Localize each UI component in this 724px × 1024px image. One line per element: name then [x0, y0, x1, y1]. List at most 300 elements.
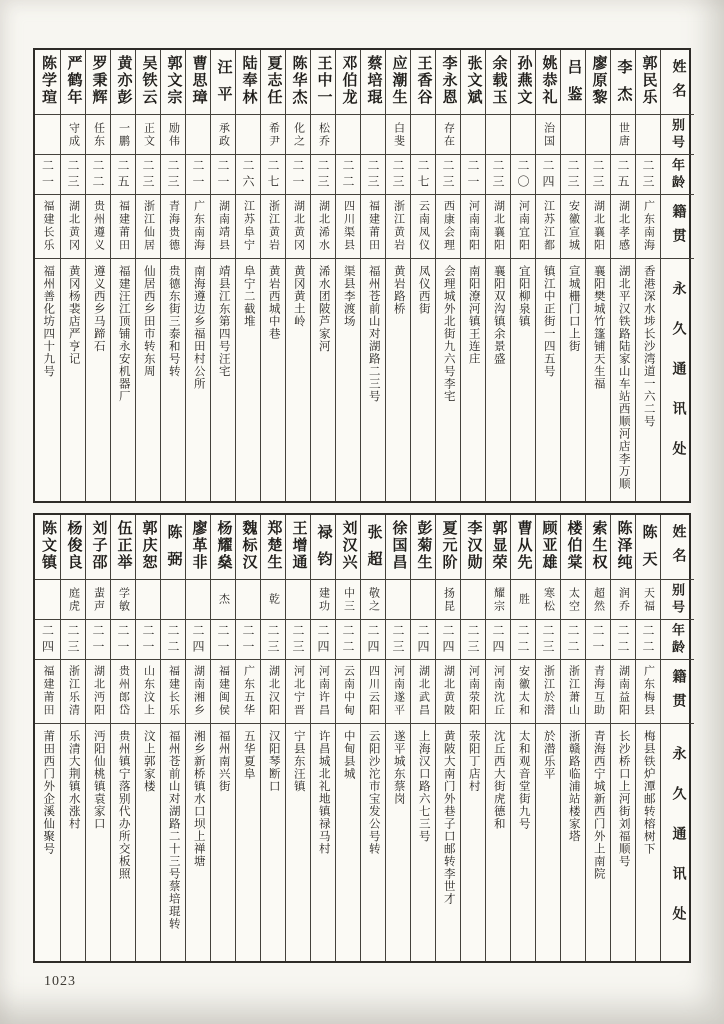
- name-cell-text: 李汉勋: [465, 520, 482, 571]
- address-cell: [511, 723, 535, 961]
- name-cell: [386, 50, 410, 114]
- origin-cell-text: 浙江乐清: [67, 665, 80, 717]
- address-cell: [186, 258, 210, 501]
- origin-cell-text: 湖北襄阳: [592, 200, 605, 252]
- age-cell: [236, 619, 260, 659]
- origin-cell-text: 福建莆田: [117, 200, 130, 252]
- origin-cell-text: 青海贵德: [167, 200, 180, 252]
- origin-cell: [211, 194, 235, 258]
- name-cell: [211, 515, 235, 579]
- origin-cell-text: 福建长乐: [42, 200, 54, 252]
- alias-cell: [461, 579, 485, 619]
- age-cell: [186, 619, 210, 659]
- alias-cell: [336, 114, 360, 154]
- address-cell-text: 青海西宁城新西门外上南院: [592, 730, 605, 880]
- entry-column: [585, 50, 610, 501]
- origin-cell: [261, 194, 285, 258]
- origin-cell: [186, 659, 210, 723]
- entry-column: [635, 515, 660, 961]
- origin-cell-text: 四川渠县: [342, 200, 355, 252]
- origin-cell: [236, 659, 260, 723]
- entry-column: [260, 515, 285, 961]
- alias-cell: [411, 114, 435, 154]
- origin-cell: [436, 194, 460, 258]
- name-cell-text: 陈文镇: [40, 520, 56, 571]
- origin-cell: [86, 659, 110, 723]
- age-cell: [336, 154, 360, 194]
- alias-cell: [436, 114, 460, 154]
- address-cell: [411, 723, 435, 961]
- name-cell-text: 严鹤年: [65, 55, 82, 106]
- alias-cell-text: 白斐: [392, 121, 405, 148]
- alias-cell: [35, 114, 60, 154]
- address-cell-text: 黄岩西城中巷: [267, 265, 280, 340]
- age-cell: [61, 619, 85, 659]
- address-cell-text: 汶上郭家楼: [142, 730, 155, 793]
- alias-cell: [311, 114, 335, 154]
- age-cell: [186, 154, 210, 194]
- name-cell-text: 蔡培琨: [365, 55, 382, 106]
- entry-column: [160, 515, 185, 961]
- age-cell-text: 二三: [291, 623, 305, 656]
- alias-cell: [111, 579, 135, 619]
- address-cell-text: 遂平城东蔡岗: [392, 730, 405, 805]
- address-cell: [211, 258, 235, 501]
- entry-column: [110, 50, 135, 501]
- age-cell-text: 二五: [616, 158, 630, 191]
- origin-cell-text: 青海互助: [592, 665, 605, 717]
- entry-column: [360, 515, 385, 961]
- address-cell-text: 长沙桥口上河街刘福顺号: [617, 730, 630, 868]
- origin-cell: [161, 659, 185, 723]
- age-cell-text: 二七: [416, 158, 430, 191]
- age-cell: [436, 619, 460, 659]
- origin-cell: [536, 194, 560, 258]
- header-name: [661, 50, 694, 114]
- name-cell: [486, 50, 510, 114]
- age-cell: [486, 154, 510, 194]
- age-cell-text: 二三: [491, 158, 505, 191]
- origin-cell: [261, 659, 285, 723]
- roster-table-bottom: [33, 513, 691, 963]
- entry-column: [535, 515, 560, 961]
- address-cell-text: 仙居西乡田市转东周: [142, 265, 155, 378]
- name-cell-text: 陈泽纯: [615, 520, 632, 571]
- alias-cell: [586, 114, 610, 154]
- origin-cell: [511, 194, 535, 258]
- age-cell: [111, 154, 135, 194]
- origin-cell-text: 广东南海: [192, 200, 205, 252]
- age-cell: [536, 154, 560, 194]
- name-cell-text: 陈华杰: [290, 55, 307, 106]
- origin-cell-text: 湖南湘乡: [192, 665, 205, 717]
- header-column: [660, 515, 694, 961]
- origin-cell: [636, 659, 660, 723]
- origin-cell: [386, 659, 410, 723]
- entry-column: [185, 50, 210, 501]
- origin-cell: [486, 659, 510, 723]
- origin-cell-text: 浙江仙居: [142, 200, 155, 252]
- name-cell-text: 禄钧: [315, 524, 332, 578]
- age-cell: [386, 619, 410, 659]
- name-cell-text: 郭民乐: [640, 55, 657, 106]
- address-cell: [286, 258, 310, 501]
- name-cell: [61, 50, 85, 114]
- entry-column: [385, 50, 410, 501]
- age-cell-text: 二一: [191, 158, 205, 191]
- entry-column: [510, 50, 535, 501]
- alias-cell: [586, 579, 610, 619]
- name-cell: [211, 50, 235, 114]
- origin-cell-text: 湖南益阳: [617, 665, 630, 717]
- age-cell-text: 二四: [366, 623, 380, 656]
- age-cell-text: 二四: [441, 623, 455, 656]
- header-column: [660, 50, 694, 501]
- alias-cell-text: 治国: [542, 121, 555, 148]
- origin-cell-text: 福建闽侯: [217, 665, 230, 717]
- address-cell: [35, 723, 60, 961]
- address-cell-text: 宣城栅门口上街: [567, 265, 580, 353]
- age-cell-text: 二三: [316, 158, 330, 191]
- page-number: 1023: [44, 974, 76, 989]
- header-age-text: 年龄: [670, 622, 685, 657]
- entry-column: [35, 515, 60, 961]
- name-cell: [136, 50, 160, 114]
- name-cell: [161, 50, 185, 114]
- age-cell-text: 二三: [141, 158, 155, 191]
- age-cell: [161, 619, 185, 659]
- origin-cell: [161, 194, 185, 258]
- origin-cell-text: 湖北襄阳: [492, 200, 505, 252]
- age-cell-text: 二四: [316, 623, 330, 656]
- address-cell: [486, 258, 510, 501]
- age-cell-text: 二一: [141, 623, 155, 656]
- entry-column: [585, 515, 610, 961]
- entry-column: [460, 50, 485, 501]
- origin-cell: [286, 659, 310, 723]
- age-cell: [61, 154, 85, 194]
- age-cell: [386, 154, 410, 194]
- age-cell: [336, 619, 360, 659]
- name-cell: [511, 515, 535, 579]
- header-address-text: 永久通讯处: [670, 746, 686, 946]
- address-cell: [361, 723, 385, 961]
- address-cell-text: 湘乡新桥镇水口坝上禅塘: [192, 730, 205, 868]
- entry-column: [310, 515, 335, 961]
- name-cell: [636, 50, 660, 114]
- name-cell: [586, 515, 610, 579]
- alias-cell-text: 承政: [217, 121, 230, 148]
- alias-cell: [561, 114, 585, 154]
- address-cell: [211, 723, 235, 961]
- origin-cell-text: 湖北汉阳: [267, 665, 280, 717]
- name-cell: [611, 515, 635, 579]
- origin-cell: [586, 194, 610, 258]
- age-cell: [636, 154, 660, 194]
- name-cell: [486, 515, 510, 579]
- address-cell-text: 中甸县城: [342, 730, 355, 780]
- address-cell-text: 襄阳双沟镇余景盛: [492, 265, 505, 365]
- entry-column: [610, 50, 635, 501]
- origin-cell: [611, 659, 635, 723]
- origin-cell: [561, 194, 585, 258]
- name-cell-text: 楼伯棠: [565, 520, 582, 571]
- name-cell-text: 郭庆恕: [140, 520, 157, 571]
- age-cell: [261, 154, 285, 194]
- origin-cell: [411, 659, 435, 723]
- origin-cell-text: 浙江萧山: [567, 665, 580, 717]
- origin-cell-text: 江苏江都: [542, 200, 555, 252]
- name-cell-text: 李杰: [615, 59, 632, 113]
- address-cell: [86, 723, 110, 961]
- address-cell: [361, 258, 385, 501]
- name-cell: [411, 50, 435, 114]
- origin-cell: [561, 659, 585, 723]
- alias-cell: [211, 579, 235, 619]
- address-cell-text: 湖北平汉铁路陆家山车站西顺河店李万顺: [617, 265, 630, 490]
- origin-cell-text: 河南许昌: [317, 665, 330, 717]
- name-cell-text: 杨耀燊: [215, 520, 232, 571]
- address-cell-text: 於潜乐平: [542, 730, 555, 780]
- name-cell-text: 刘子邵: [90, 520, 107, 571]
- entry-column: [485, 515, 510, 961]
- address-cell-text: 沈丘西大街虎德和: [492, 730, 505, 830]
- origin-cell: [461, 194, 485, 258]
- origin-cell-text: 湖北黄陂: [442, 665, 455, 717]
- alias-cell-text: 希尹: [267, 121, 280, 148]
- origin-cell-text: 湖北黄冈: [292, 200, 305, 252]
- address-cell-text: 浙赣路临浦站楼家塔: [567, 730, 580, 843]
- entry-column: [310, 50, 335, 501]
- entry-column: [610, 515, 635, 961]
- age-cell-text: 二一: [40, 158, 55, 191]
- age-cell-text: 二三: [166, 158, 180, 191]
- entry-column: [485, 50, 510, 501]
- roster-table-top: [33, 48, 691, 503]
- origin-cell-text: 西康会理: [442, 200, 455, 252]
- address-cell-text: 乐清大荆镇水涨村: [67, 730, 80, 830]
- entry-column: [635, 50, 660, 501]
- age-cell-text: 二一: [591, 623, 605, 656]
- address-cell: [461, 723, 485, 961]
- alias-cell-text: 世唐: [617, 121, 630, 148]
- entry-column: [85, 515, 110, 961]
- alias-cell: [161, 114, 185, 154]
- name-cell: [86, 515, 110, 579]
- age-cell-text: 二三: [466, 623, 480, 656]
- address-cell: [236, 723, 260, 961]
- address-cell-text: 阜宁二截堆: [242, 265, 255, 328]
- origin-cell: [111, 659, 135, 723]
- origin-cell: [361, 194, 385, 258]
- alias-cell: [236, 114, 260, 154]
- age-cell-text: 二一: [291, 158, 305, 191]
- address-cell: [186, 723, 210, 961]
- age-cell-text: 二二: [641, 623, 655, 656]
- name-cell: [161, 515, 185, 579]
- address-cell: [311, 723, 335, 961]
- origin-cell: [35, 194, 60, 258]
- age-cell-text: 二五: [116, 158, 130, 191]
- entry-column: [510, 515, 535, 961]
- header-age-text: 年龄: [670, 157, 685, 192]
- age-cell: [86, 619, 110, 659]
- name-cell-text: 黄亦彭: [115, 55, 132, 106]
- origin-cell: [636, 194, 660, 258]
- header-age: [661, 154, 694, 194]
- origin-cell: [586, 659, 610, 723]
- alias-cell: [86, 579, 110, 619]
- alias-cell-text: 守成: [67, 121, 80, 148]
- alias-cell-text: 励伟: [167, 121, 180, 148]
- name-cell-text: 张超: [365, 524, 382, 578]
- age-cell-text: 二一: [91, 623, 105, 656]
- age-cell-text: 二四: [191, 623, 205, 656]
- name-cell-text: 陈学瑄: [40, 55, 56, 106]
- age-cell-text: 二一: [216, 158, 230, 191]
- address-cell: [261, 723, 285, 961]
- alias-cell: [186, 114, 210, 154]
- age-cell-text: 二四: [40, 623, 55, 656]
- age-cell: [161, 154, 185, 194]
- alias-cell: [611, 579, 635, 619]
- origin-cell: [336, 194, 360, 258]
- address-cell-text: 凤仪西街: [417, 265, 430, 315]
- age-cell-text: 二六: [241, 158, 255, 191]
- address-cell: [311, 258, 335, 501]
- address-cell: [386, 723, 410, 961]
- age-cell: [361, 619, 385, 659]
- age-cell: [461, 619, 485, 659]
- age-cell: [486, 619, 510, 659]
- name-cell-text: 王香谷: [415, 55, 432, 106]
- name-cell-text: 应潮生: [390, 55, 407, 106]
- address-cell: [336, 723, 360, 961]
- alias-cell: [286, 114, 310, 154]
- name-cell-text: 李永恩: [440, 55, 457, 106]
- origin-cell-text: 河南沈丘: [492, 665, 505, 717]
- age-cell: [461, 154, 485, 194]
- name-cell: [561, 515, 585, 579]
- alias-cell: [386, 579, 410, 619]
- age-cell-text: 二二: [166, 623, 180, 656]
- origin-cell-text: 福建莆田: [367, 200, 380, 252]
- origin-cell: [211, 659, 235, 723]
- name-cell: [286, 515, 310, 579]
- name-cell: [261, 515, 285, 579]
- age-cell-text: 二二: [616, 623, 630, 656]
- origin-cell: [61, 194, 85, 258]
- entry-column: [85, 50, 110, 501]
- age-cell: [211, 154, 235, 194]
- address-cell: [236, 258, 260, 501]
- age-cell-text: 二三: [66, 623, 80, 656]
- address-cell: [611, 258, 635, 501]
- alias-cell: [386, 114, 410, 154]
- address-cell-text: 浠水团陂芦家河: [317, 265, 330, 353]
- address-cell-text: 香港深水埗长沙湾道一六二号: [642, 265, 655, 428]
- age-cell-text: 二二: [91, 158, 105, 191]
- name-cell: [61, 515, 85, 579]
- name-cell: [186, 515, 210, 579]
- age-cell-text: 二〇: [516, 158, 530, 191]
- name-cell: [561, 50, 585, 114]
- origin-cell-text: 云南凤仪: [417, 200, 430, 252]
- age-cell-text: 二三: [641, 158, 655, 191]
- address-cell: [61, 723, 85, 961]
- entry-column: [460, 515, 485, 961]
- header-address-text: 永久通讯处: [670, 281, 686, 481]
- origin-cell-text: 湖北浠水: [317, 200, 330, 252]
- alias-cell-text: 太空: [567, 586, 580, 613]
- alias-cell: [361, 114, 385, 154]
- origin-cell: [136, 659, 160, 723]
- origin-cell-text: 广东五华: [242, 665, 255, 717]
- alias-cell: [536, 114, 560, 154]
- address-cell-text: 太和观音堂街九号: [517, 730, 530, 830]
- age-cell-text: 二一: [241, 623, 255, 656]
- name-cell-text: 曹思璋: [190, 55, 207, 106]
- age-cell: [586, 619, 610, 659]
- name-cell-text: 彭菊生: [415, 520, 432, 571]
- alias-cell-text: 存在: [442, 121, 455, 148]
- origin-cell: [361, 659, 385, 723]
- age-cell: [636, 619, 660, 659]
- name-cell-text: 陈弼: [165, 524, 182, 578]
- age-cell-text: 二四: [541, 158, 555, 191]
- origin-cell: [511, 659, 535, 723]
- alias-cell-text: 庭虎: [67, 586, 80, 613]
- name-cell-text: 邓伯龙: [340, 55, 357, 106]
- entry-column: [410, 515, 435, 961]
- address-cell-text: 福州南兴街: [217, 730, 230, 793]
- entry-column: [410, 50, 435, 501]
- origin-cell-text: 湖北黄冈: [67, 200, 80, 252]
- name-cell: [336, 50, 360, 114]
- name-cell-text: 吕鉴: [565, 59, 582, 113]
- alias-cell: [436, 579, 460, 619]
- age-cell: [86, 154, 110, 194]
- age-cell-text: 二七: [266, 158, 280, 191]
- age-cell: [136, 154, 160, 194]
- name-cell-text: 夏元阶: [440, 520, 457, 571]
- origin-cell-text: 江苏阜宁: [242, 200, 255, 252]
- entry-column: [35, 50, 60, 501]
- name-cell: [436, 50, 460, 114]
- alias-cell-text: 耀宗: [492, 586, 505, 613]
- alias-cell-text: 敬之: [367, 586, 380, 613]
- name-cell: [536, 515, 560, 579]
- alias-cell-text: 扬昆: [442, 586, 455, 613]
- address-cell-text: 福建汪江顶铺永安机器厂: [117, 265, 130, 403]
- alias-cell: [186, 579, 210, 619]
- address-cell: [286, 723, 310, 961]
- entry-column: [560, 50, 585, 501]
- age-cell: [411, 619, 435, 659]
- entry-column: [560, 515, 585, 961]
- name-cell: [35, 50, 60, 114]
- origin-cell: [286, 194, 310, 258]
- alias-cell: [536, 579, 560, 619]
- address-cell: [436, 723, 460, 961]
- address-cell-text: 云阳沙沱市宝发公号转: [367, 730, 380, 855]
- age-cell: [35, 154, 60, 194]
- age-cell-text: 二三: [441, 158, 455, 191]
- alias-cell: [511, 579, 535, 619]
- alias-cell-text: 学敏: [117, 586, 130, 613]
- name-cell-text: 郭显荣: [490, 520, 507, 571]
- header-address: [661, 258, 694, 501]
